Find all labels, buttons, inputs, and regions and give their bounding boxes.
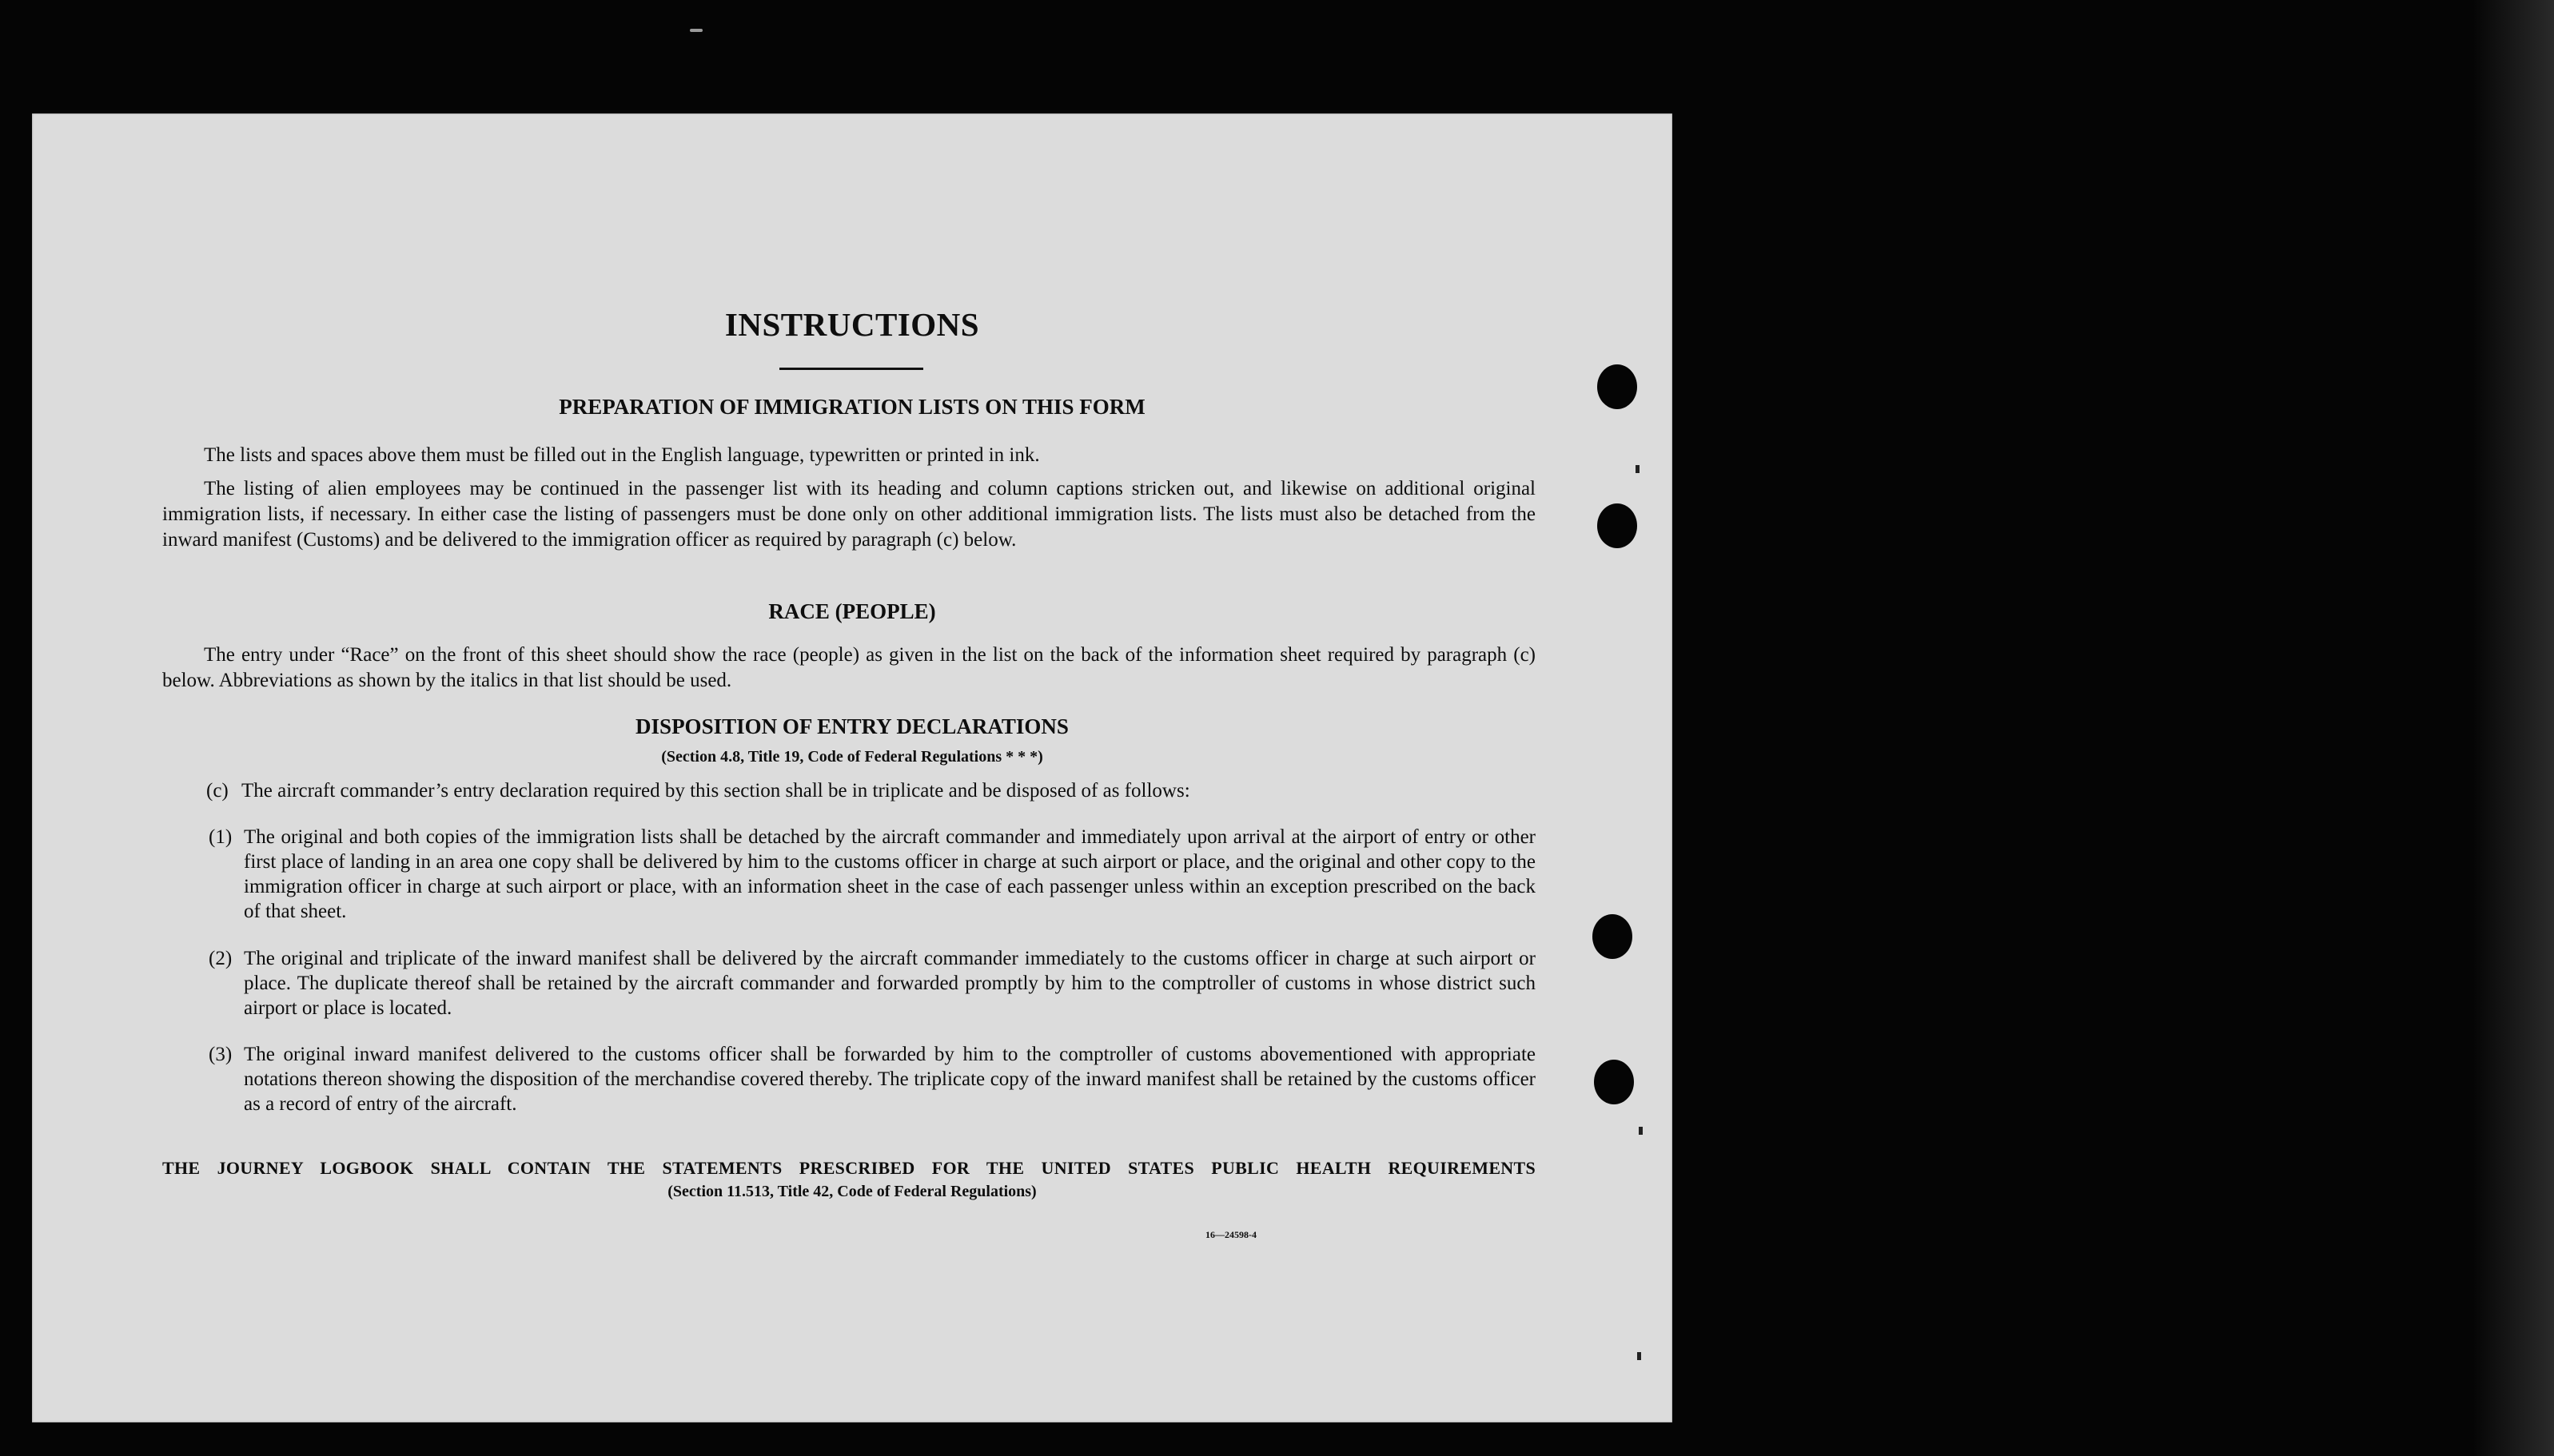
disposition-intro: The aircraft commander’s entry declaration required by this section shall be in triplicate and be disposed of as follows: [241,780,1190,802]
disposition-intro-label: (c) [206,780,229,802]
preparation-heading: PREPARATION OF IMMIGRATION LISTS ON THIS FORM [559,395,1146,419]
punch-hole [1592,914,1632,959]
list-item [209,825,1536,924]
list-item-number: (2) [209,948,233,969]
list-item-text: The original inward manifest delivered to the customs officer shall be forwarded by him to the comptroller of customs abovementioned with appropriate notations thereon showing the disposition of the merchandise covered thereby. The triplicate copy of the inward manifest shall be retained by the customs officer as a record of entry of the aircraft. [244,1044,1536,1115]
document-page [32,113,1672,1422]
preparation-paragraph-2: The listing of alien employees may be continued in the passenger list with its heading and column captions stricken out, and likewise on additional original immigration lists, if necessary. In either case the listing of passengers must be done only on other additional immigration lists. The lists must also be detached from the inward manifest (Customs) and be delivered to the immigration officer as required by paragraph (c) below. [162,478,1536,551]
list-item-text: The original and both copies of the immigration lists shall be detached by the aircraft commander and immediately upon arrival at the airport of entry or other first place of landing in an area one copy shall be delivered by him to the customs officer in charge at such airport or place, and the original and other copy to the immigration officer in charge at such airport or place, with an information sheet in the case of each passenger unless within an exception prescribed on the back of that sheet. [244,826,1536,922]
disposition-heading: DISPOSITION OF ENTRY DECLARATIONS [636,714,1069,738]
logbook-statement: THE JOURNEY LOGBOOK SHALL CONTAIN THE STATEMENTS PRESCRIBED FOR THE UNITED STATES PUBLIC HEALTH REQUIREMENTS [162,1158,1536,1178]
logbook-citation: (Section 11.513, Title 42, Code of Federal Regulations) [667,1183,1037,1200]
preparation-paragraph-1: The lists and spaces above them must be filled out in the English language, typewritten or printed in ink. [204,444,1040,466]
title-underline [779,368,923,370]
list-item [209,1042,1536,1116]
list-item [209,946,1536,1020]
disposition-citation: (Section 4.8, Title 19, Code of Federal Regulations * * *) [661,748,1043,766]
punch-hole [1594,1060,1634,1104]
form-number: 16—24598-4 [1205,1229,1257,1240]
punch-hole [1597,503,1637,548]
race-paragraph: The entry under “Race” on the front of this sheet should show the race (people) as given in the list on the back of the information sheet required by paragraph (c) below. Abbreviations as shown by the italics in that list should be used. [162,644,1536,691]
list-item-number: (1) [209,826,233,848]
race-heading: RACE (PEOPLE) [768,599,936,623]
list-item-number: (3) [209,1044,233,1065]
edge-mark [1636,465,1640,473]
edge-mark [1637,1352,1641,1360]
page-title: INSTRUCTIONS [724,306,980,343]
list-item-text: The original and triplicate of the inward manifest shall be delivered by the aircraft commander immediately to the customs officer in charge at such airport or place. The duplicate thereof shall be retained by the aircraft commander and forwarded promptly by him to the comptroller of customs in whose district such airport or place is located. [244,948,1536,1019]
scan-artifact [690,29,703,32]
scan-background-strip [2474,0,2554,1456]
edge-mark [1639,1127,1643,1135]
